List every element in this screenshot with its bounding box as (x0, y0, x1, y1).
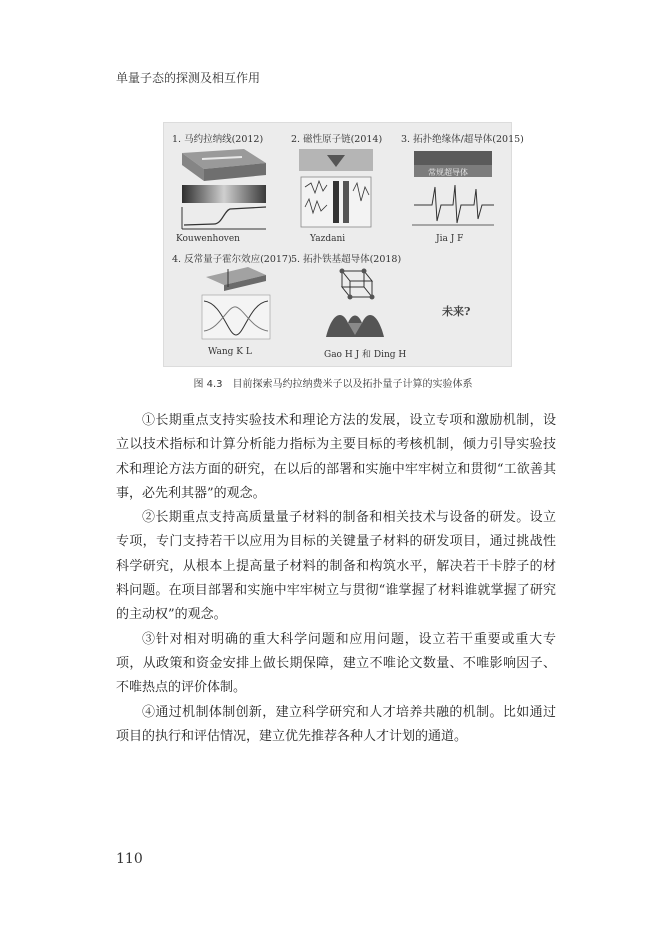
paragraph-2: ②长期重点支持高质量量子材料的制备和相关技术与设备的研发。设立专项，专门支持若干以应用为目标的关键量子材料的研发项目，通过挑战性科学研究，从根本上提高量子材料的制备和构筑水平，解决若干卡脖子的材料问题。在项目部署和实施中牢牢树立与贯彻“谁掌握了材料谁就掌握了研究的主动权”的观念。 (116, 510, 556, 623)
panel-4-title: 4. 反常量子霍尔效应(2017) (172, 254, 292, 265)
future-label: 未来? (442, 305, 471, 318)
panel-2-title: 2. 磁性原子链(2014) (291, 134, 383, 145)
panel-1-title: 1. 马约拉纳线(2012) (172, 134, 264, 145)
panel-5-credit: Gao H J 和 Ding H (324, 350, 407, 360)
panel-4-credit: Wang K L (208, 347, 252, 357)
panel-2-atomic-chain-figure (297, 147, 375, 231)
page-number: 110 (116, 851, 143, 867)
panel-3-ti-sc-figure (408, 145, 498, 231)
panel-4-qahe-figure (200, 265, 272, 341)
panel-2-credit: Yazdani (310, 234, 346, 244)
panel-1-credit: Kouwenhoven (176, 234, 240, 244)
figure-4-3 (163, 122, 524, 367)
panel-1-nanowire-figure (174, 145, 272, 231)
figure-caption: 图 4.3 目前探索马约拉纳费米子以及拓扑量子计算的实验体系 (193, 379, 473, 390)
paragraph-4: ④通过机制体制创新，建立科学研究和人才培养共融的机制。比如通过项目的执行和评估情况，建立优先推荐各种人才计划的通道。 (116, 704, 556, 744)
panel-3-credit: Jia J F (436, 234, 464, 244)
panel-5-title: 5. 拓扑铁基超导体(2018) (291, 254, 402, 265)
panel-5-fe-sc-figure (324, 265, 386, 345)
panel-3-inner-label: 常规超导体 (428, 168, 468, 177)
panel-3-title: 3. 拓扑绝缘体/超导体(2015) (401, 134, 524, 145)
body-text (116, 409, 556, 749)
paragraph-1: ①长期重点支持实验技术和理论方法的发展，设立专项和激励机制，设立以技术指标和计算分析能力指标为主要目标的考核机制，倾力引导实验技术和理论方法方面的研究，在以后的部署和实施中牢牢树立和贯彻“工欲善其事，必先利其器”的观念。 (116, 413, 556, 501)
running-head: 单量子态的探测及相互作用 (116, 71, 261, 85)
paragraph-3: ③针对相对明确的重大科学问题和应用问题，设立若干重要或重大专项，从政策和资金安排上做长期保障，建立不唯论文数量、不唯影响因子、不唯热点的评价体制。 (116, 631, 556, 696)
